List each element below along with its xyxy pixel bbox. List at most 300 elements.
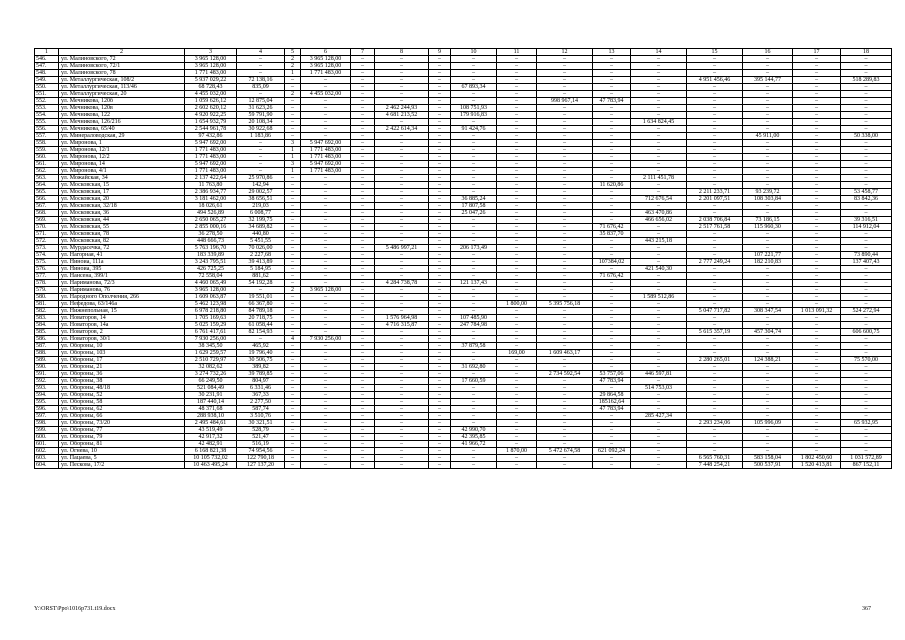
value-cell: 1 609 463,17 bbox=[537, 350, 593, 357]
value-cell: 42 990,70 bbox=[451, 427, 497, 434]
value-cell: – bbox=[841, 161, 892, 168]
value-cell: – bbox=[537, 175, 593, 182]
value-cell: – bbox=[285, 119, 301, 126]
value-cell: – bbox=[375, 210, 429, 217]
value-cell: – bbox=[631, 322, 687, 329]
value-cell: 32 082,62 bbox=[185, 364, 237, 371]
value-cell: – bbox=[301, 294, 351, 301]
value-cell: – bbox=[793, 154, 841, 161]
value-cell: – bbox=[687, 273, 743, 280]
value-cell: – bbox=[631, 315, 687, 322]
value-cell: – bbox=[451, 133, 497, 140]
value-cell: 19 796,40 bbox=[237, 350, 285, 357]
value-cell: 1 771 483,00 bbox=[301, 154, 351, 161]
table-row bbox=[35, 133, 892, 140]
value-cell: – bbox=[285, 182, 301, 189]
value-cell: – bbox=[593, 70, 631, 77]
address-cell: ул. Обороны, 48/18 bbox=[59, 385, 185, 392]
table-row bbox=[35, 301, 892, 308]
value-cell: 75 570,00 bbox=[841, 357, 892, 364]
row-number-cell: 583. bbox=[35, 315, 59, 322]
value-cell: – bbox=[375, 357, 429, 364]
value-cell: – bbox=[593, 63, 631, 70]
address-cell: ул. Миронова, 12/1 bbox=[59, 147, 185, 154]
value-cell: – bbox=[743, 231, 793, 238]
value-cell: – bbox=[351, 182, 375, 189]
value-cell: – bbox=[375, 378, 429, 385]
value-cell: – bbox=[375, 427, 429, 434]
value-cell: – bbox=[743, 441, 793, 448]
value-cell: – bbox=[631, 308, 687, 315]
value-cell: 124 388,21 bbox=[743, 357, 793, 364]
address-cell: ул. Металлургическая, 108/2 bbox=[59, 77, 185, 84]
value-cell: – bbox=[593, 350, 631, 357]
value-cell: – bbox=[285, 413, 301, 420]
value-cell: – bbox=[451, 308, 497, 315]
value-cell: 4 716 315,87 bbox=[375, 322, 429, 329]
value-cell: – bbox=[285, 462, 301, 469]
value-cell: – bbox=[301, 434, 351, 441]
value-cell: – bbox=[285, 378, 301, 385]
value-cell: – bbox=[841, 378, 892, 385]
value-cell: 2 510 729,97 bbox=[185, 357, 237, 364]
value-cell: – bbox=[429, 329, 451, 336]
value-cell: – bbox=[351, 378, 375, 385]
value-cell: 6 168 821,38 bbox=[185, 448, 237, 455]
value-cell: – bbox=[429, 413, 451, 420]
value-cell: – bbox=[375, 196, 429, 203]
value-cell: 4 bbox=[285, 336, 301, 343]
value-cell: – bbox=[451, 392, 497, 399]
value-cell: – bbox=[301, 364, 351, 371]
column-header: 9 bbox=[429, 49, 451, 56]
value-cell: 881,62 bbox=[237, 273, 285, 280]
value-cell: – bbox=[537, 441, 593, 448]
value-cell: – bbox=[451, 154, 497, 161]
row-number-cell: 557. bbox=[35, 133, 59, 140]
value-cell: 42 482,91 bbox=[185, 441, 237, 448]
value-cell: – bbox=[841, 399, 892, 406]
column-header: 1 bbox=[35, 49, 59, 56]
value-cell: – bbox=[497, 140, 537, 147]
address-cell: ул. Обороны, 62 bbox=[59, 406, 185, 413]
value-cell: 1 059 626,12 bbox=[185, 98, 237, 105]
value-cell: – bbox=[451, 119, 497, 126]
address-cell: ул. Миронова, 4/1 bbox=[59, 168, 185, 175]
value-cell: 4 455 032,00 bbox=[185, 91, 237, 98]
value-cell: – bbox=[301, 217, 351, 224]
value-cell: – bbox=[285, 357, 301, 364]
value-cell: 30 231,91 bbox=[185, 392, 237, 399]
value-cell: – bbox=[429, 245, 451, 252]
value-cell: – bbox=[301, 252, 351, 259]
value-cell: 37 879,58 bbox=[451, 343, 497, 350]
table-row bbox=[35, 238, 892, 245]
value-cell: – bbox=[743, 175, 793, 182]
value-cell: – bbox=[429, 287, 451, 294]
value-cell: – bbox=[593, 245, 631, 252]
value-cell: – bbox=[593, 294, 631, 301]
value-cell: – bbox=[285, 196, 301, 203]
value-cell: 2 bbox=[285, 287, 301, 294]
address-cell: ул. Новаторов, 14а bbox=[59, 322, 185, 329]
value-cell: – bbox=[841, 98, 892, 105]
value-cell: – bbox=[497, 343, 537, 350]
value-cell: – bbox=[537, 385, 593, 392]
value-cell: 7 448 254,21 bbox=[687, 462, 743, 469]
value-cell: – bbox=[537, 91, 593, 98]
value-cell: – bbox=[537, 294, 593, 301]
value-cell: – bbox=[285, 343, 301, 350]
value-cell: 998 967,14 bbox=[537, 98, 593, 105]
value-cell: 4 284 738,78 bbox=[375, 280, 429, 287]
value-cell: – bbox=[375, 91, 429, 98]
column-header: 2 bbox=[59, 49, 185, 56]
value-cell: – bbox=[631, 280, 687, 287]
value-cell: – bbox=[793, 175, 841, 182]
value-cell: – bbox=[375, 266, 429, 273]
value-cell: – bbox=[375, 182, 429, 189]
value-cell: – bbox=[375, 434, 429, 441]
table-row bbox=[35, 413, 892, 420]
value-cell: – bbox=[631, 448, 687, 455]
value-cell: – bbox=[687, 70, 743, 77]
value-cell: – bbox=[687, 371, 743, 378]
value-cell: 4 681 213,52 bbox=[375, 112, 429, 119]
table-row bbox=[35, 448, 892, 455]
value-cell: – bbox=[237, 287, 285, 294]
value-cell: – bbox=[497, 280, 537, 287]
value-cell: – bbox=[429, 399, 451, 406]
value-cell: – bbox=[687, 336, 743, 343]
value-cell: – bbox=[351, 434, 375, 441]
value-cell: – bbox=[631, 252, 687, 259]
value-cell: 500 537,91 bbox=[743, 462, 793, 469]
value-cell: – bbox=[451, 294, 497, 301]
value-cell: 12 875,04 bbox=[237, 98, 285, 105]
value-cell: 3 965 128,00 bbox=[301, 63, 351, 70]
address-cell: ул. Московская, 32/18 bbox=[59, 203, 185, 210]
address-cell: ул. Мечникова, 65/40 bbox=[59, 126, 185, 133]
row-number-cell: 575. bbox=[35, 259, 59, 266]
value-cell: – bbox=[593, 203, 631, 210]
value-cell: 31 692,80 bbox=[451, 364, 497, 371]
address-cell: ул. Московская, 17 bbox=[59, 189, 185, 196]
value-cell: 219,03 bbox=[237, 203, 285, 210]
value-cell: – bbox=[841, 203, 892, 210]
value-cell: – bbox=[237, 336, 285, 343]
column-header: 7 bbox=[351, 49, 375, 56]
value-cell: – bbox=[301, 280, 351, 287]
value-cell: 47 783,94 bbox=[593, 378, 631, 385]
value-cell: – bbox=[793, 98, 841, 105]
value-cell: – bbox=[687, 245, 743, 252]
value-cell: – bbox=[631, 182, 687, 189]
value-cell: 421 540,30 bbox=[631, 266, 687, 273]
row-number-cell: 559. bbox=[35, 147, 59, 154]
value-cell: – bbox=[537, 357, 593, 364]
value-cell: – bbox=[793, 420, 841, 427]
value-cell: 36 278,50 bbox=[185, 231, 237, 238]
value-cell: – bbox=[375, 462, 429, 469]
value-cell: – bbox=[841, 413, 892, 420]
value-cell: – bbox=[793, 294, 841, 301]
value-cell: – bbox=[301, 301, 351, 308]
value-cell: – bbox=[429, 308, 451, 315]
value-cell: – bbox=[375, 231, 429, 238]
value-cell: – bbox=[793, 245, 841, 252]
value-cell: 30 922,68 bbox=[237, 126, 285, 133]
row-number-cell: 571. bbox=[35, 231, 59, 238]
value-cell: 7 930 256,00 bbox=[185, 336, 237, 343]
value-cell: – bbox=[451, 287, 497, 294]
value-cell: – bbox=[687, 238, 743, 245]
value-cell: – bbox=[351, 336, 375, 343]
value-cell: – bbox=[429, 434, 451, 441]
value-cell: – bbox=[743, 350, 793, 357]
value-cell: 285 427,34 bbox=[631, 413, 687, 420]
value-cell: – bbox=[631, 203, 687, 210]
value-cell: – bbox=[285, 308, 301, 315]
column-header: 10 bbox=[451, 49, 497, 56]
value-cell: – bbox=[593, 77, 631, 84]
value-cell: – bbox=[285, 329, 301, 336]
value-cell: – bbox=[429, 273, 451, 280]
value-cell: – bbox=[793, 259, 841, 266]
address-cell: ул. Новаторов, 30/1 bbox=[59, 336, 185, 343]
row-number-cell: 573. bbox=[35, 245, 59, 252]
value-cell: – bbox=[301, 322, 351, 329]
value-cell: – bbox=[537, 399, 593, 406]
table-row bbox=[35, 273, 892, 280]
value-cell: – bbox=[593, 308, 631, 315]
value-cell: – bbox=[793, 273, 841, 280]
value-cell: – bbox=[793, 238, 841, 245]
row-number-cell: 582. bbox=[35, 308, 59, 315]
address-cell: ул. Миронова, 14 bbox=[59, 161, 185, 168]
value-cell: 42 395,85 bbox=[451, 434, 497, 441]
value-cell: – bbox=[351, 126, 375, 133]
value-cell: – bbox=[497, 133, 537, 140]
value-cell: – bbox=[497, 84, 537, 91]
value-cell: – bbox=[537, 315, 593, 322]
value-cell: – bbox=[687, 315, 743, 322]
value-cell: – bbox=[841, 210, 892, 217]
value-cell: – bbox=[497, 252, 537, 259]
value-cell: 288 938,10 bbox=[185, 413, 237, 420]
value-cell: 108 751,93 bbox=[451, 105, 497, 112]
value-cell: – bbox=[351, 427, 375, 434]
page-number: 367 bbox=[862, 606, 871, 612]
table-row bbox=[35, 315, 892, 322]
value-cell: – bbox=[497, 161, 537, 168]
value-cell: – bbox=[793, 126, 841, 133]
value-cell: – bbox=[537, 455, 593, 462]
value-cell: 114 912,04 bbox=[841, 224, 892, 231]
value-cell: – bbox=[375, 420, 429, 427]
value-cell: 182 210,83 bbox=[743, 259, 793, 266]
value-cell: – bbox=[497, 70, 537, 77]
row-number-cell: 597. bbox=[35, 413, 59, 420]
value-cell: – bbox=[537, 224, 593, 231]
value-cell: – bbox=[429, 210, 451, 217]
address-cell: ул. Миронова, 1 bbox=[59, 140, 185, 147]
value-cell: 206 173,49 bbox=[451, 245, 497, 252]
value-cell: – bbox=[451, 161, 497, 168]
value-cell: 2 386 934,77 bbox=[185, 189, 237, 196]
value-cell: – bbox=[301, 378, 351, 385]
value-cell: – bbox=[375, 77, 429, 84]
value-cell: – bbox=[743, 56, 793, 63]
value-cell: – bbox=[537, 182, 593, 189]
value-cell: 31 623,26 bbox=[237, 105, 285, 112]
value-cell: – bbox=[743, 301, 793, 308]
value-cell: – bbox=[743, 147, 793, 154]
value-cell: – bbox=[687, 294, 743, 301]
value-cell: – bbox=[841, 154, 892, 161]
row-number-cell: 602. bbox=[35, 448, 59, 455]
value-cell: – bbox=[351, 448, 375, 455]
value-cell: – bbox=[375, 133, 429, 140]
row-number-cell: 604. bbox=[35, 462, 59, 469]
value-cell: – bbox=[375, 301, 429, 308]
value-cell: – bbox=[429, 161, 451, 168]
value-cell: – bbox=[375, 441, 429, 448]
row-number-cell: 568. bbox=[35, 210, 59, 217]
value-cell: – bbox=[497, 98, 537, 105]
table-row bbox=[35, 441, 892, 448]
value-cell: 514 753,03 bbox=[631, 385, 687, 392]
value-cell: – bbox=[497, 462, 537, 469]
table-row bbox=[35, 140, 892, 147]
value-cell: – bbox=[351, 399, 375, 406]
value-cell: – bbox=[593, 385, 631, 392]
value-cell: – bbox=[631, 434, 687, 441]
value-cell: 6 331,46 bbox=[237, 385, 285, 392]
table-row bbox=[35, 392, 892, 399]
table-row bbox=[35, 91, 892, 98]
value-cell: – bbox=[375, 392, 429, 399]
value-cell: – bbox=[451, 91, 497, 98]
value-cell: – bbox=[631, 336, 687, 343]
value-cell: – bbox=[497, 329, 537, 336]
value-cell: 53 757,06 bbox=[593, 371, 631, 378]
value-cell: – bbox=[451, 70, 497, 77]
value-cell: 82 154,93 bbox=[237, 329, 285, 336]
value-cell: – bbox=[841, 175, 892, 182]
value-cell: – bbox=[497, 399, 537, 406]
value-cell: – bbox=[351, 70, 375, 77]
address-cell: ул. Огнева, 10 bbox=[59, 448, 185, 455]
value-cell: – bbox=[285, 406, 301, 413]
value-cell: 11 620,86 bbox=[593, 182, 631, 189]
value-cell: 463 470,86 bbox=[631, 210, 687, 217]
value-cell: 11 763,80 bbox=[185, 182, 237, 189]
value-cell: – bbox=[537, 434, 593, 441]
value-cell: 169,00 bbox=[497, 350, 537, 357]
value-cell: – bbox=[593, 427, 631, 434]
value-cell: – bbox=[793, 77, 841, 84]
value-cell: – bbox=[537, 287, 593, 294]
value-cell: – bbox=[593, 329, 631, 336]
value-cell: 1 800,00 bbox=[497, 301, 537, 308]
value-cell: – bbox=[593, 343, 631, 350]
value-cell: – bbox=[793, 105, 841, 112]
value-cell: – bbox=[301, 385, 351, 392]
value-cell: – bbox=[451, 420, 497, 427]
value-cell: – bbox=[429, 406, 451, 413]
value-cell: – bbox=[497, 336, 537, 343]
value-cell: – bbox=[687, 280, 743, 287]
value-cell: 1 013 091,32 bbox=[793, 308, 841, 315]
value-cell: – bbox=[351, 98, 375, 105]
value-cell: – bbox=[351, 217, 375, 224]
value-cell: – bbox=[841, 287, 892, 294]
value-cell: – bbox=[743, 119, 793, 126]
value-cell: – bbox=[285, 441, 301, 448]
value-cell: – bbox=[497, 308, 537, 315]
value-cell: – bbox=[429, 63, 451, 70]
column-header: 14 bbox=[631, 49, 687, 56]
value-cell: – bbox=[351, 140, 375, 147]
value-cell: 54 192,28 bbox=[237, 280, 285, 287]
value-cell: – bbox=[497, 378, 537, 385]
value-cell: – bbox=[841, 441, 892, 448]
value-cell: – bbox=[537, 322, 593, 329]
value-cell: – bbox=[237, 56, 285, 63]
value-cell: – bbox=[451, 231, 497, 238]
table-row bbox=[35, 378, 892, 385]
value-cell: 2 777 249,24 bbox=[687, 259, 743, 266]
value-cell: – bbox=[537, 420, 593, 427]
value-cell: 1 705 169,63 bbox=[185, 315, 237, 322]
value-cell: – bbox=[375, 350, 429, 357]
value-cell: 185162,64 bbox=[593, 399, 631, 406]
value-cell: – bbox=[497, 91, 537, 98]
value-cell: – bbox=[497, 224, 537, 231]
column-header: 12 bbox=[537, 49, 593, 56]
table-row bbox=[35, 420, 892, 427]
value-cell: – bbox=[285, 420, 301, 427]
column-header: 15 bbox=[687, 49, 743, 56]
value-cell: 2 650 065,27 bbox=[185, 217, 237, 224]
value-cell: – bbox=[497, 427, 537, 434]
value-cell: – bbox=[593, 441, 631, 448]
value-cell: – bbox=[301, 98, 351, 105]
row-number-cell: 580. bbox=[35, 294, 59, 301]
value-cell: – bbox=[351, 238, 375, 245]
value-cell: 7 930 256,00 bbox=[301, 336, 351, 343]
table-row bbox=[35, 84, 892, 91]
value-cell: – bbox=[631, 273, 687, 280]
value-cell: – bbox=[743, 84, 793, 91]
value-cell: 247 784,98 bbox=[451, 322, 497, 329]
address-cell: ул. Московская, 55 bbox=[59, 224, 185, 231]
value-cell: 137 407,43 bbox=[841, 259, 892, 266]
value-cell: – bbox=[451, 385, 497, 392]
address-cell: ул. Пескова, 17/2 bbox=[59, 462, 185, 469]
table-row bbox=[35, 105, 892, 112]
row-number-cell: 555. bbox=[35, 119, 59, 126]
value-cell: – bbox=[537, 343, 593, 350]
value-cell: 121 137,43 bbox=[451, 280, 497, 287]
address-cell: ул. Пацаева, 5 bbox=[59, 455, 185, 462]
value-cell: – bbox=[841, 371, 892, 378]
value-cell: – bbox=[301, 266, 351, 273]
value-cell: 38 656,51 bbox=[237, 196, 285, 203]
value-cell: – bbox=[497, 231, 537, 238]
row-number-cell: 546. bbox=[35, 56, 59, 63]
